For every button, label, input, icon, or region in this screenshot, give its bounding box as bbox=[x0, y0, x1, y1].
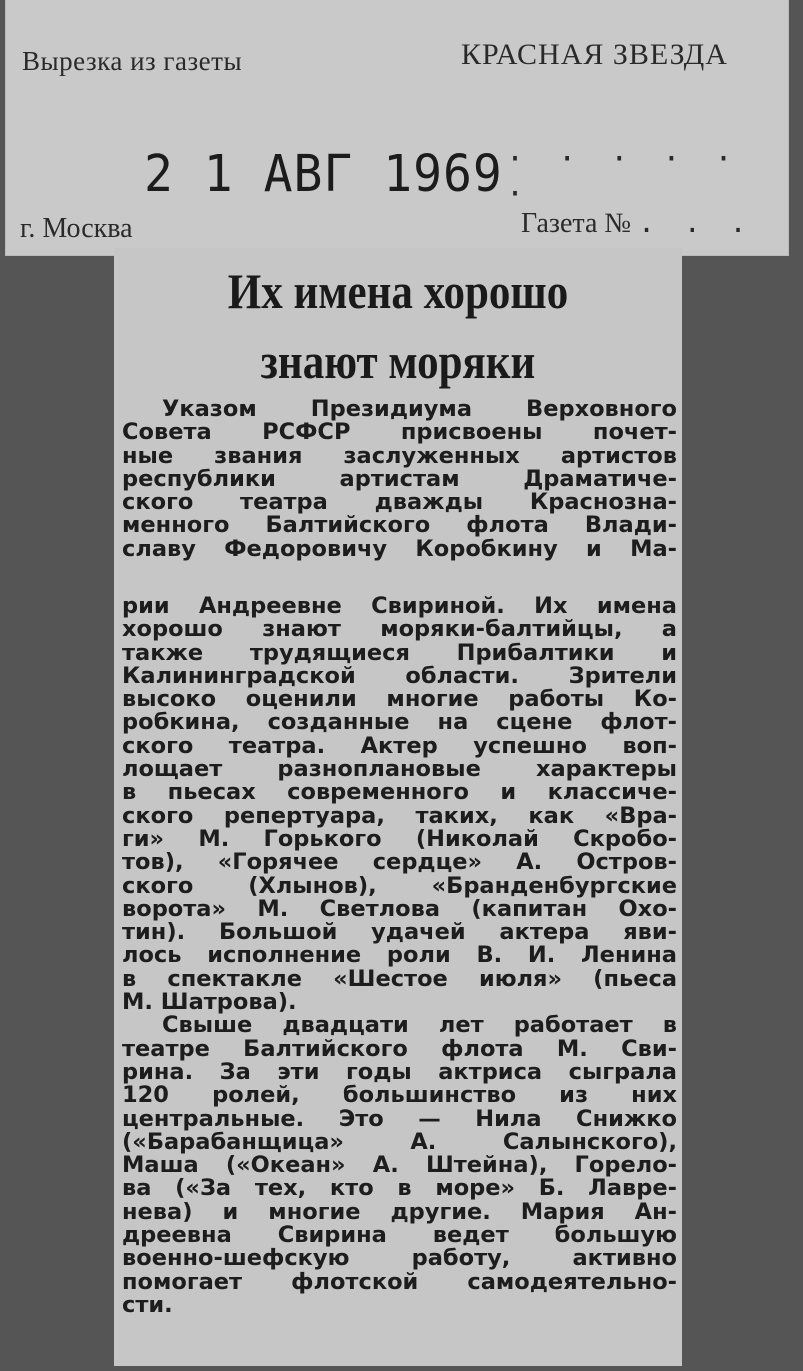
text-line: рии Андреевне Свириной. Их имена bbox=[122, 595, 677, 619]
text-line: 120 ролей, большинство из них bbox=[122, 1084, 677, 1108]
text-line: Калининградской области. Зрители bbox=[122, 664, 677, 689]
text-line: хорошо знают моряки-балтийцы, а bbox=[122, 618, 677, 642]
text-line: ского репертуара, таких, как «Вра- bbox=[122, 804, 677, 828]
text-line: в пьесах современного и классиче- bbox=[122, 781, 677, 805]
headline-line-1: Их имена хорошо bbox=[227, 263, 569, 319]
text-line: тов), «Горячее сердце» А. Остров- bbox=[122, 851, 677, 875]
label-gazeta-number: . . . bbox=[638, 206, 753, 239]
text-line: также трудящиеся Прибалтики и bbox=[122, 641, 677, 665]
text-line: тин). Большой удачей актера яви- bbox=[122, 921, 677, 945]
text-line: нева) и многие другие. Мария Ан- bbox=[122, 1200, 677, 1225]
label-newspaper-name: КРАСНАЯ ЗВЕЗДА bbox=[461, 38, 728, 71]
text-line: ского театра. Актер успешно воп- bbox=[122, 734, 677, 759]
text-line: помогает флотской самодеятельно- bbox=[122, 1270, 677, 1294]
text-line: рина. За эти годы актриса сыграла bbox=[122, 1060, 677, 1085]
text-line: лощает разноплановые характеры bbox=[122, 758, 677, 782]
label-dots: · · · · · · bbox=[506, 142, 741, 212]
label-city: г. Москва bbox=[20, 213, 133, 244]
text-line: республики артистам Драматиче- bbox=[122, 467, 677, 492]
text-line: ского театра дважды Краснозна- bbox=[122, 491, 677, 515]
article-headline bbox=[154, 256, 642, 396]
text-line: Указом Президиума Верховного bbox=[162, 398, 677, 422]
article-paragraph-1 bbox=[122, 398, 677, 561]
text-line: Свыше двадцати лет работает в bbox=[162, 1014, 677, 1038]
text-line: ского (Хлынов), «Бранденбургские bbox=[122, 874, 677, 898]
text-line: ва («За тех, кто в море» Б. Лавре- bbox=[122, 1177, 677, 1201]
text-line: дреевна Свирина ведет большую bbox=[122, 1224, 677, 1248]
date-stamp: 2 1 АВГ 1969 bbox=[144, 144, 503, 204]
text-line: ги» М. Горького (Николай Скробо- bbox=[122, 827, 677, 852]
article-body bbox=[122, 595, 677, 1317]
text-line: сти. bbox=[122, 1293, 173, 1318]
text-line: в спектакле «Шестое июля» (пьеса bbox=[122, 967, 677, 992]
text-line: Маша («Океан» А. Штейна), Горело- bbox=[122, 1154, 677, 1178]
text-line: М. Шатрова). bbox=[122, 991, 297, 1015]
text-line: центральные. Это — Нила Снижко bbox=[122, 1107, 677, 1131]
headline-line-2: знают моряки bbox=[260, 333, 536, 389]
label-gazeta-text: Газета № bbox=[521, 208, 632, 239]
text-line: менного Балтийского флота Влади- bbox=[122, 514, 677, 538]
text-line: ные звания заслуженных артистов bbox=[122, 444, 677, 468]
text-line: робкина, созданные на сцене флот- bbox=[122, 711, 677, 735]
text-line: ворота» М. Светлова (капитан Охо- bbox=[122, 897, 677, 922]
text-line: театре Балтийского флота М. Сви- bbox=[122, 1037, 677, 1061]
text-line: лось исполнение роли В. И. Ленина bbox=[122, 944, 677, 968]
text-line: высоко оценили многие работы Ко- bbox=[122, 688, 677, 712]
text-line: славу Федоровичу Коробкину и Ма- bbox=[122, 537, 677, 562]
label-gazeta bbox=[521, 206, 752, 240]
text-line: Совета РСФСР присвоены почет- bbox=[122, 421, 677, 445]
text-line: военно-шефскую работу, активно bbox=[122, 1247, 677, 1271]
newspaper-clipping bbox=[114, 248, 682, 1366]
text-line: («Барабанщица» А. Салынского), bbox=[122, 1130, 677, 1155]
label-source: Вырезка из газеты bbox=[22, 46, 243, 76]
clipping-bureau-label bbox=[6, 0, 788, 255]
